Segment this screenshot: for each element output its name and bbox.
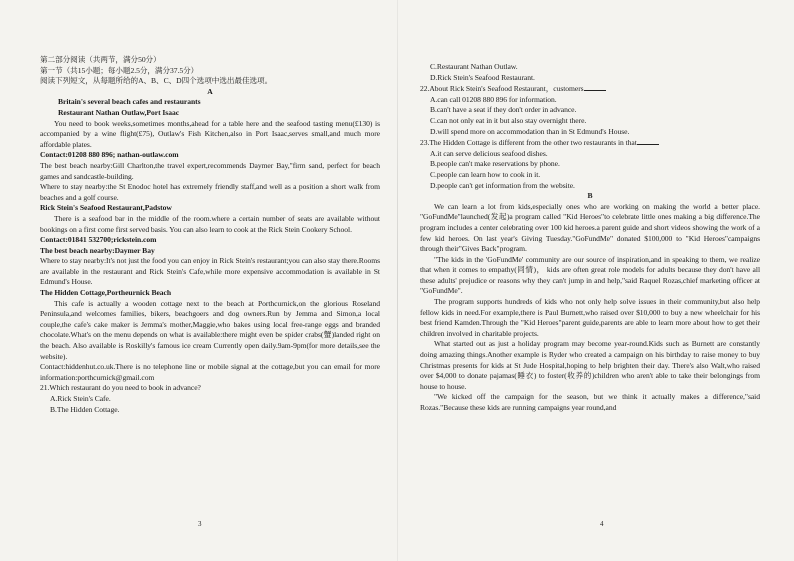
- restaurant-2-contact: Contact:01841 532700;rickstein.com: [40, 235, 157, 245]
- article-title: Britain's several beach cafes and restaurants: [58, 97, 201, 107]
- question-23: 23.The Hidden Cottage is different from the other two restaurants in that: [420, 137, 760, 149]
- q21-option-b: B.The Hidden Cottage.: [50, 404, 120, 414]
- passage-label-a: A: [207, 86, 213, 96]
- subsection-header: 第一节（共15小题；每小题2.5分，满分37.5分）: [40, 65, 199, 75]
- instructions: 阅读下列短文，从每题所给的A、B、C、D四个选项中选出最佳选项。: [40, 76, 273, 86]
- q21-option-a: A.Rick Stein's Cafe.: [50, 394, 111, 403]
- restaurant-1-beach: The best beach nearby:Gill Charlton,the travel expert,recommends Daymer Bay,"firm sand, perfect for beach games and sandcastle-building.: [40, 160, 380, 181]
- restaurant-1-body: You need to book weeks,sometimes months,ahead for a table here and the seafood tasting menu(£130) is accompanied by a wine flight(£75), Outlaw's Fish Kitchen,also in Port Isaac,serves small,and much more affordable plates.: [40, 118, 380, 149]
- q23-option-a: A.it can serve delicious seafood dishes.: [430, 148, 548, 158]
- passage-b-paragraph-4: What started out as just a holiday program may become year-round.Kids such as Burnett are constantly doing amazing things.Another example is Ryder who created a campaign on his birthday to raise money to buy Christmas presents for kids at St Jude Hospital,hoping to help brighten their day. There's also Walt,who raised over $4,000 to donate pajamas(睡衣) to foster(收养的)children who aren't able to take their belongings from house to house.: [420, 339, 760, 391]
- q22-option-d: D.will spend more on accommodation than in St Edmund's House.: [430, 126, 630, 136]
- q22-option-b: B.can't have a seat if they don't order in advance.: [430, 105, 577, 115]
- restaurant-1-contact: Contact:01208 880 896; nathan-outlaw.com: [40, 150, 179, 160]
- restaurant-2-beach: The best beach nearby:Daymer Bay: [40, 245, 155, 255]
- answer-blank: [637, 137, 659, 145]
- restaurant-2-body: There is a seafood bar in the middle of the room.where a certain number of seats are available without bookings on a first come first served basis. You can also learn to cook at the Rick Stein Cookery School.: [40, 213, 380, 234]
- answer-blank: [584, 83, 606, 91]
- q23-option-b: B.people can't make reservations by phone.: [430, 159, 560, 169]
- passage-label-b: B: [587, 191, 593, 201]
- q21-option-d: D.Rick Stein's Seafood Restaurant.: [430, 72, 535, 82]
- passage-b-paragraph-5: "We kicked off the campaign for the season, but we think it actually makes a difference,"said Rozas."Because these kids are running campaigns year round,and: [420, 392, 760, 412]
- page-fold-divider: [397, 0, 398, 561]
- restaurant-2-name: Rick Stein's Seafood Restaurant,Padstow: [40, 203, 172, 213]
- passage-b-paragraph-2: "The kids in the 'GoFundMe' community are our source of inspiration,and in speaking to them, we realize that when it comes to empathy(同情)， kids are often great role models for adults because they don't have all these adults' prejudice or reasons why they can't jump in and help,"said Raquel Rozas,chief marketing officer at "GoFundMe".: [420, 254, 760, 296]
- q23-option-d: D.people can't get information from the website.: [430, 180, 575, 190]
- restaurant-3-name: The Hidden Cottage,Portheurnick Beach: [40, 288, 172, 298]
- left-page: [40, 55, 380, 415]
- page-number-left: 3: [198, 520, 202, 528]
- q22-option-a: A.can call 01208 880 896 for information.: [430, 94, 557, 104]
- restaurant-3-contact: Contact:hiddenhut.co.uk.There is no telephone line or mobile signal at the cottage,but you can email for more information:porthcurnick@gmail.com: [40, 362, 380, 382]
- question-22: 22.About Rick Stein's Seafood Restaurant，customers: [420, 83, 760, 95]
- q21-option-c: C.Restaurant Nathan Outlaw.: [430, 62, 518, 71]
- section-header: 第二部分阅读（共两节，满分50分）: [40, 55, 161, 64]
- q22-option-c: C.can not only eat in it but also stay overnight there.: [430, 115, 587, 125]
- passage-b-paragraph-3: The program supports hundreds of kids who not only help solve issues in their community,but also help fellow kids in need.For example,there is Paul Burnett,who raised over $10,000 to buy a new wheelchair for his best friend Kamden.Through the "Kid Heroes"parent guide,parents are able to learn more about how to get their children involved in charitable projects.: [420, 297, 760, 338]
- right-page: [420, 62, 760, 414]
- restaurant-1-name: Restaurant Nathan Outlaw,Port Isaac: [58, 107, 180, 117]
- restaurant-2-stay: Where to stay nearby:It's not just the food you can enjoy in Rick Stein's restaurant;you can also stay there.Rooms are available in the restaurant and Rick Stein's Cafe,while more expensive accommodation is available in St Edmund's House.: [40, 256, 380, 287]
- restaurant-1-stay: Where to stay nearby:the St Enodoc hotel has extremely friendly staff,and well as a position a short walk from beaches and a golf course.: [40, 182, 380, 202]
- page-number-right: 4: [600, 520, 604, 528]
- restaurant-3-body: This cafe is actually a wooden cottage next to the beach at Porthcurnick,on the glorious Roseland Peninsula,and welcomes families, bikers, beachgoers and dog owners.Run by Jemma and Simon,a local couple,the cafe's cake maker is Jemma's mother,Maggie,who bakes using local free-range eggs and branded chocolate.What's on the menu depends on what is available:there might even be spider crabs(蟹)landed right on the beach. Also available is Roskilly's famous ice cream Currently open daily.9am-9pm(for more details,see the website).: [40, 298, 380, 361]
- q23-option-c: C.people can learn how to cook in it.: [430, 169, 541, 179]
- question-21: 21.Which restaurant do you need to book in advance?: [40, 383, 201, 393]
- passage-b-paragraph-1: We can learn a lot from kids,especially ones who are working on making the world a better place. "GoFundMe"launched(发起)a program called "Kid Heroes"to celebrate little ones making a big difference.The program includes a center celebrating over 100 kid heroes.a parent guide and short videos showing the work of a few kid heroes. On last year's Giving Tuesday."GoFundMe" donated $100,000 to "Kid Heroes"campaigns through their"Gives Back"program.: [420, 201, 760, 254]
